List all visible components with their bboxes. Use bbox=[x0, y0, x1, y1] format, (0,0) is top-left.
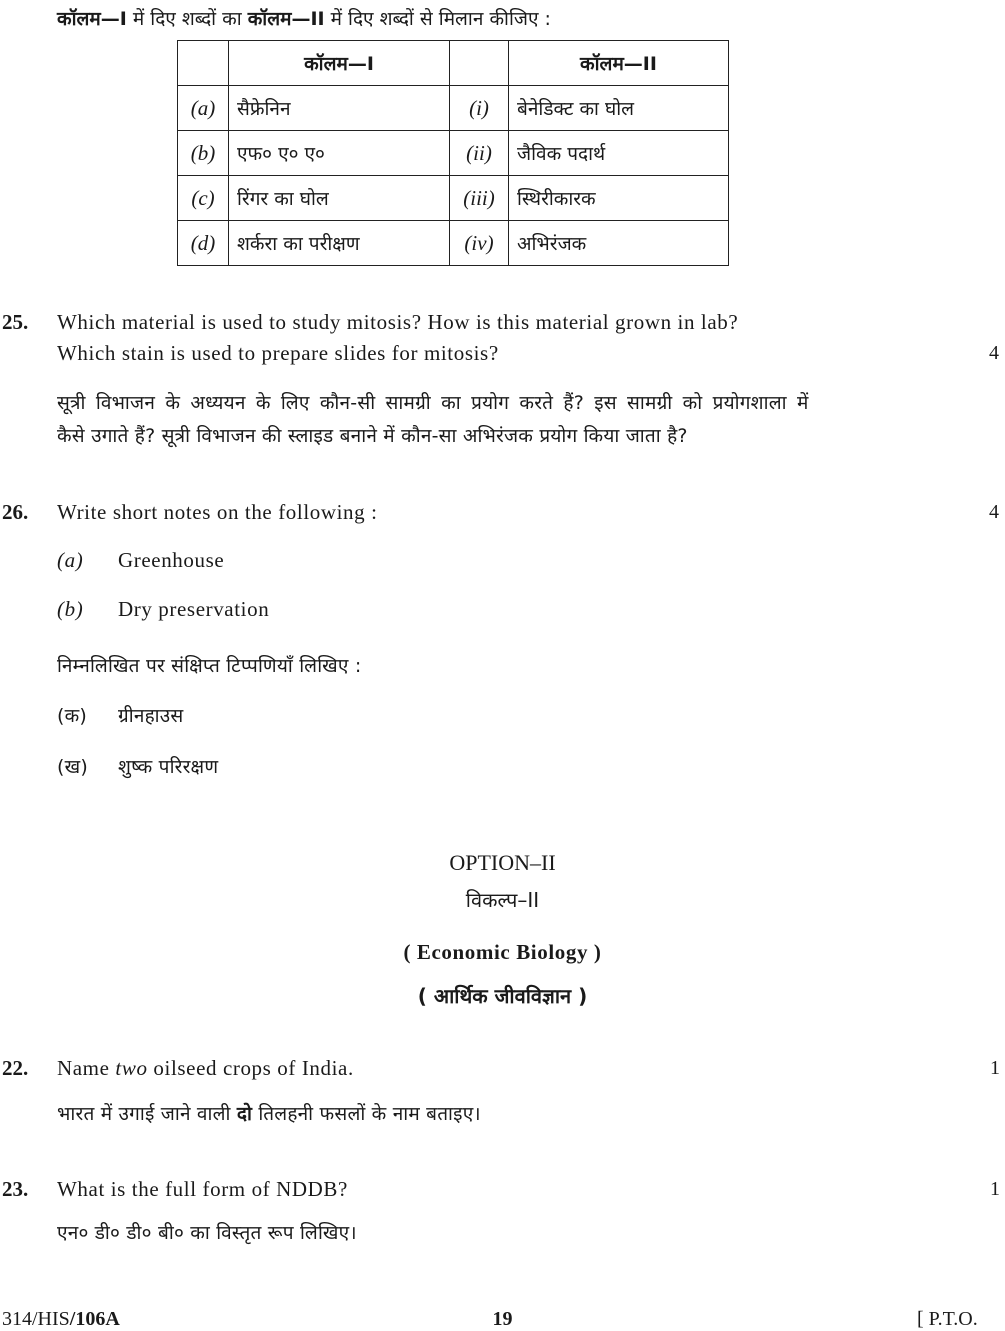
q25-number: 25. bbox=[2, 310, 29, 334]
row-term: स्थिरीकारक bbox=[509, 176, 729, 221]
instruction-text: में दिए शब्दों का bbox=[126, 8, 248, 30]
row-term: शर्करा का परीक्षण bbox=[229, 221, 450, 266]
option-heading-hindi: विकल्प–II bbox=[465, 888, 540, 912]
instruction-text-end: में दिए शब्दों से मिलान कीजिए : bbox=[324, 8, 551, 30]
row-key: (d) bbox=[178, 221, 229, 266]
q26-hi-item-text: शुष्क परिरक्षण bbox=[118, 756, 219, 778]
q26-marks: 4 bbox=[989, 501, 999, 523]
row-term: रिंगर का घोल bbox=[229, 176, 450, 221]
q26-hi-item-key: (ख) bbox=[57, 756, 88, 778]
q22-en-pre: Name bbox=[57, 1056, 116, 1080]
q22-marks: 1 bbox=[990, 1057, 1000, 1079]
q22-hi-bold: दो bbox=[236, 1103, 253, 1125]
q22-en-emphasis: two bbox=[115, 1056, 148, 1080]
q22-number: 22. bbox=[2, 1056, 29, 1080]
table-row bbox=[178, 131, 729, 176]
header-blank bbox=[450, 41, 509, 86]
q25-hi-line1: सूत्री विभाजन के अध्ययन के लिए कौन-सी सामग्री का प्रयोग करते हैं? इस सामग्री को प्रयोगशाला में bbox=[57, 392, 809, 414]
q23-en-text: What is the full form of NDDB? bbox=[57, 1177, 348, 1201]
q22-en-text bbox=[57, 1056, 354, 1081]
q25-en-line2: Which stain is used to prepare slides for mitosis? bbox=[57, 341, 499, 365]
column1-header: कॉलम—I bbox=[229, 41, 450, 86]
q22-hi-post: तिलहनी फसलों के नाम बताइए। bbox=[252, 1103, 481, 1125]
q25-marks: 4 bbox=[989, 342, 999, 364]
row-term: अभिरंजक bbox=[509, 221, 729, 266]
q26-number: 26. bbox=[2, 500, 29, 524]
instruction-col2: कॉलम—II bbox=[247, 8, 325, 30]
q22-hi-pre: भारत में उगाई जाने वाली bbox=[57, 1103, 237, 1125]
column2-header: कॉलम—II bbox=[509, 41, 729, 86]
q25-hi-line2: कैसे उगाते हैं? सूत्री विभाजन की स्लाइड बनाने में कौन-सा अभिरंजक प्रयोग किया जाता है? bbox=[57, 425, 688, 447]
row-term: सैफ्रेनिन bbox=[229, 86, 450, 131]
q23-hi-text: एन० डी० डी० बी० का विस्तृत रूप लिखिए। bbox=[57, 1222, 357, 1244]
q26-item-text: Dry preservation bbox=[118, 597, 270, 621]
table-row bbox=[178, 221, 729, 266]
row-key: (c) bbox=[178, 176, 229, 221]
q26-item-key: (a) bbox=[57, 548, 84, 572]
q26-en-text: Write short notes on the following : bbox=[57, 500, 378, 524]
row-key: (iv) bbox=[450, 221, 509, 266]
table-header-row bbox=[178, 41, 729, 86]
subject-title-hindi: ( आर्थिक जीवविज्ञान ) bbox=[417, 984, 588, 1008]
table-row bbox=[178, 86, 729, 131]
q26-hi-item-key: (क) bbox=[57, 705, 88, 727]
row-term: जैविक पदार्थ bbox=[509, 131, 729, 176]
match-table bbox=[177, 40, 729, 266]
header-blank bbox=[178, 41, 229, 86]
instruction-col1: कॉलम—I bbox=[57, 8, 127, 30]
paper-code-prefix: 314/HIS bbox=[2, 1308, 70, 1330]
row-key: (i) bbox=[450, 86, 509, 131]
q23-number: 23. bbox=[2, 1177, 29, 1201]
q25-en-line1: Which material is used to study mitosis? How is this material grown in lab? bbox=[57, 310, 739, 334]
pto-label: [ P.T.O. bbox=[917, 1308, 978, 1330]
match-instruction bbox=[57, 5, 551, 31]
page-number: 19 bbox=[492, 1308, 513, 1330]
row-term: बेनेडिक्ट का घोल bbox=[509, 86, 729, 131]
table-row bbox=[178, 176, 729, 221]
row-key: (ii) bbox=[450, 131, 509, 176]
row-key: (b) bbox=[178, 131, 229, 176]
row-key: (iii) bbox=[450, 176, 509, 221]
option-heading: OPTION–II bbox=[449, 850, 556, 875]
row-term: एफ० ए० ए० bbox=[229, 131, 450, 176]
q26-item-key: (b) bbox=[57, 597, 84, 621]
q26-hi-text: निम्नलिखित पर संक्षिप्त टिप्पणियाँ लिखिए : bbox=[57, 655, 362, 677]
row-key: (a) bbox=[178, 86, 229, 131]
q26-hi-item-text: ग्रीनहाउस bbox=[118, 705, 184, 727]
paper-code-suffix: /106A bbox=[69, 1308, 120, 1330]
q26-item-text: Greenhouse bbox=[118, 548, 225, 572]
q22-hi-text bbox=[57, 1100, 481, 1126]
subject-title: ( Economic Biology ) bbox=[403, 940, 602, 964]
q23-marks: 1 bbox=[990, 1178, 1000, 1200]
q22-en-post: oilseed crops of India. bbox=[147, 1056, 354, 1080]
